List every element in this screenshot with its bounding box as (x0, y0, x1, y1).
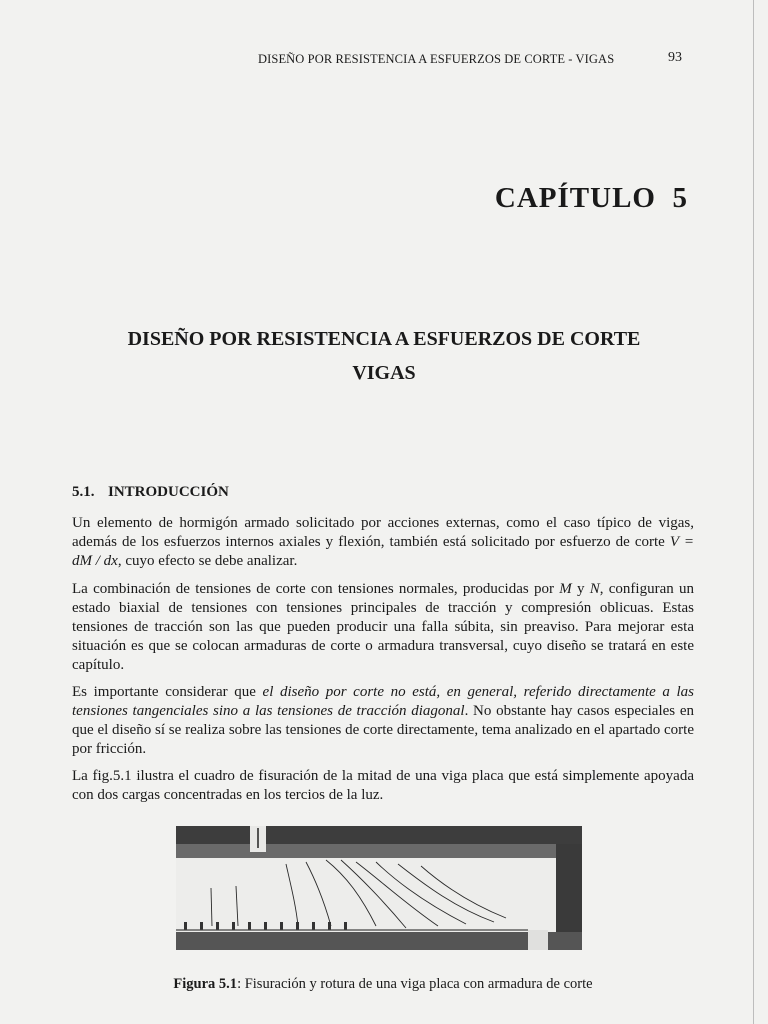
beam-web (176, 858, 556, 932)
stirrup-mark (232, 922, 235, 930)
page-number: 93 (668, 50, 682, 65)
paragraph-2-start: La combinación de tensiones de corte con tensiones normales, producidas por (72, 581, 560, 597)
beam-crack-figure (176, 826, 582, 950)
paragraph-1-tail: , cuyo efecto se debe analizar. (117, 553, 298, 569)
chapter-heading: CAPÍTULO 5 (494, 182, 688, 214)
stirrup-mark (248, 922, 251, 930)
stirrup-mark (280, 922, 283, 930)
stirrup-mark (216, 922, 219, 930)
stirrup-mark (200, 922, 203, 930)
figure-caption (72, 976, 694, 993)
section-heading (72, 484, 229, 501)
support-gap (528, 930, 548, 950)
section-number: 5.1. (72, 484, 95, 500)
stirrup-mark (312, 922, 315, 930)
beam-base (176, 932, 582, 950)
paragraph-1 (72, 514, 694, 571)
stirrup-mark (328, 922, 331, 930)
paragraph-2-conj: y (571, 581, 590, 597)
chapter-title-line2: VIGAS (352, 362, 416, 384)
stirrup-mark (344, 922, 347, 930)
figure-caption-label: Figura 5.1 (173, 976, 238, 992)
stirrup-mark (264, 922, 267, 930)
slab-underside (176, 844, 582, 858)
paragraph-3-emphasis: el diseño por corte no está, en general, referido directamente a las tensiones tangenciales sino a las tensiones de tracción diagonal (72, 684, 694, 719)
slab-flange (176, 826, 582, 844)
figure-caption-text: : Fisuración y rotura de una viga placa con armadura de corte (237, 976, 593, 992)
shear-formula: V = dM / dx (72, 534, 694, 569)
paragraph-1-text: Un elemento de hormigón armado solicitado por acciones externas, como el caso típico de vigas, además de los esfuerzos internos axiales y flexión, también está solicitado por esfuerzo de corte (72, 515, 694, 550)
symbol-N: N (589, 581, 600, 597)
paragraph-4: La fig.5.1 ilustra el cuadro de fisuración de la mitad de una viga placa que está simplemente apoyada con dos cargas concentradas en los tercios de la luz. (72, 768, 694, 803)
chapter-title-line1: DISEÑO POR RESISTENCIA A ESFUERZOS DE CORTE (127, 328, 641, 350)
paragraph-2-rest: , configuran un estado biaxial de tensiones con tensiones principales de tracción y compresión oblicuas. Estas tensiones de tracción son las que pueden producir una falla súbita, sin preaviso. Para mejorar esta situación es que se colocan armaduras de corte o armadura transversal, cuyo diseño se tratará en este capítulo. (72, 581, 694, 673)
stirrup-mark (184, 922, 187, 930)
paragraph-3-start: Es importante considerar que (72, 684, 263, 700)
stirrup-mark (296, 922, 299, 930)
chapter-title (60, 322, 708, 390)
symbol-M: M (559, 581, 572, 597)
paragraph-3 (72, 683, 694, 759)
paragraph-2 (72, 580, 694, 675)
beam-crack-photo (176, 826, 582, 950)
running-header: DISEÑO POR RESISTENCIA A ESFUERZOS DE CORTE - VIGAS (258, 52, 615, 66)
paragraph-3-rest: . No obstante hay casos especiales en que el diseño sí se realiza sobre las tensiones de corte directamente, tema analizado en el apartado corte por fricción. (72, 703, 694, 757)
section-title: INTRODUCCIÓN (108, 484, 229, 500)
page-edge-line (753, 0, 754, 1024)
